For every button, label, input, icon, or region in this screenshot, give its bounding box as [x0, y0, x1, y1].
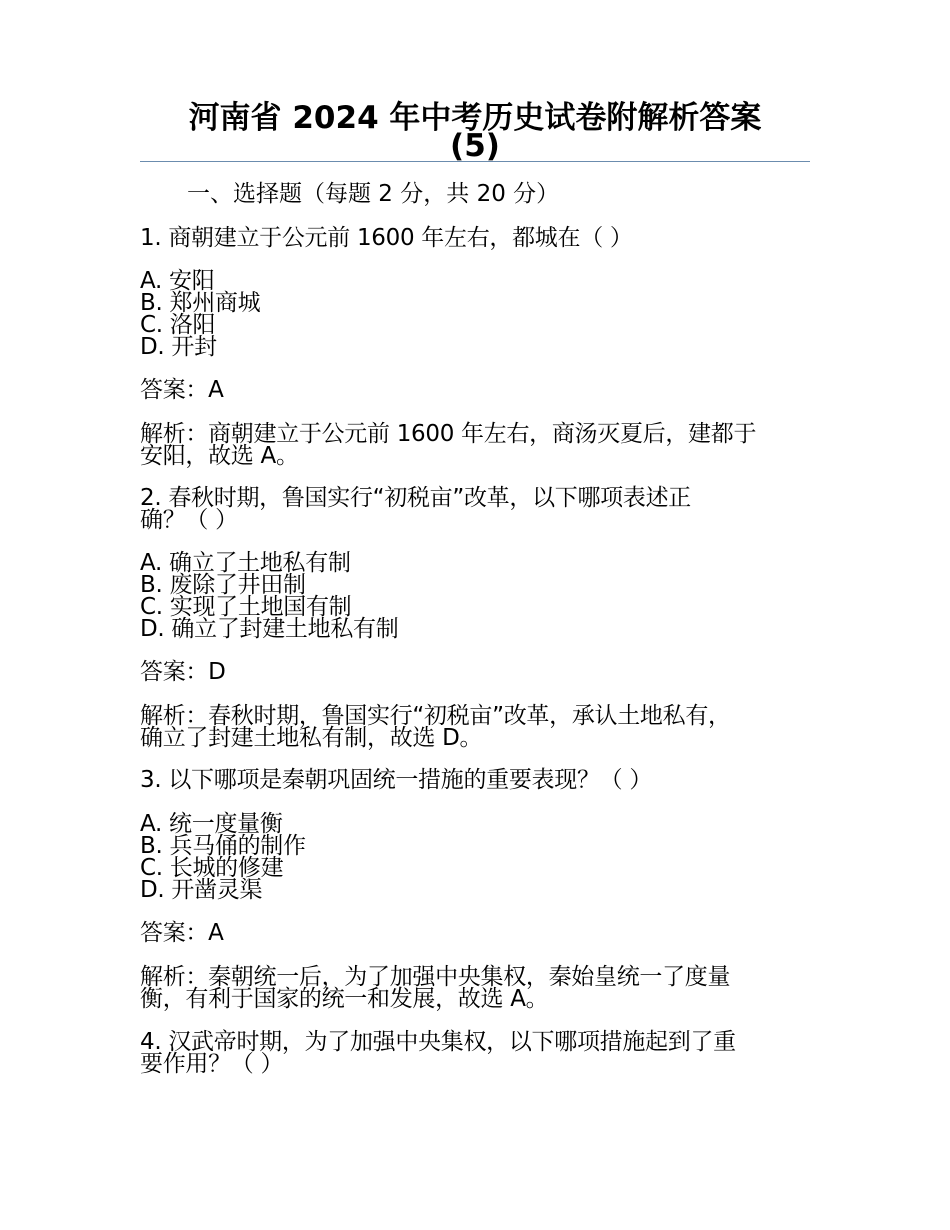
analysis-text: [140, 423, 810, 467]
answer-text: [140, 661, 810, 683]
option-item: A. 统一度量衡: [140, 811, 283, 837]
question-text: [140, 1031, 810, 1075]
title-line: 河南省 2024 年中考历史试卷附解析答案: [188, 100, 762, 136]
question-line: 3. 以下哪项是秦朝巩固统一措施的重要表现？（ ）: [140, 767, 653, 793]
question-line: 1. 商朝建立于公元前 1600 年左右，都城在（ ）: [140, 225, 633, 251]
question-text: [140, 769, 810, 791]
question-line: 要作用？（ ）: [140, 1051, 284, 1077]
document-title: [140, 100, 810, 164]
analysis-line: 解析：秦朝统一后，为了加强中央集权，秦始皇统一了度量: [140, 964, 731, 990]
option-item: C. 长城的修建: [140, 855, 284, 881]
option-item: C. 实现了土地国有制: [140, 594, 352, 620]
option-item: A. 安阳: [140, 268, 215, 294]
options-list: [140, 552, 810, 640]
analysis-line: 解析：春秋时期，鲁国实行“初税亩”改革，承认土地私有，: [140, 703, 731, 729]
title-line: (5): [450, 128, 500, 164]
analysis-text: [140, 705, 810, 749]
question-text: [140, 487, 810, 531]
option-item: B. 废除了井田制: [140, 572, 306, 598]
question-line: 2. 春秋时期，鲁国实行“初税亩”改革，以下哪项表述正: [140, 485, 691, 511]
answer-line: 答案：A: [140, 377, 224, 403]
answer-line: 答案：A: [140, 920, 224, 946]
option-item: D. 确立了封建土地私有制: [140, 616, 399, 642]
option-item: B. 郑州商城: [140, 290, 261, 316]
option-item: D. 开封: [140, 334, 217, 360]
analysis-line: 衡，有利于国家的统一和发展，故选 A。: [140, 986, 549, 1012]
analysis-text: [140, 966, 810, 1010]
answer-text: [140, 922, 810, 944]
options-list: [140, 813, 810, 901]
analysis-line: 解析：商朝建立于公元前 1600 年左右，商汤灭夏后，建都于: [140, 421, 757, 447]
option-item: B. 兵马俑的制作: [140, 833, 306, 859]
answer-line: 答案：D: [140, 659, 226, 685]
question-text: [140, 227, 810, 249]
option-item: C. 洛阳: [140, 312, 216, 338]
analysis-line: 安阳，故选 A。: [140, 443, 299, 469]
question-line: 4. 汉武帝时期，为了加强中央集权，以下哪项措施起到了重: [140, 1029, 736, 1055]
analysis-line: 确立了封建土地私有制，故选 D。: [140, 725, 483, 751]
option-item: D. 开凿灵渠: [140, 877, 263, 903]
title-divider: [140, 161, 810, 162]
options-list: [140, 270, 810, 358]
answer-text: [140, 379, 810, 401]
option-item: A. 确立了土地私有制: [140, 550, 351, 576]
question-line: 确？（ ）: [140, 507, 238, 533]
section-heading: 一、选择题（每题 2 分，共 20 分）: [187, 181, 560, 207]
